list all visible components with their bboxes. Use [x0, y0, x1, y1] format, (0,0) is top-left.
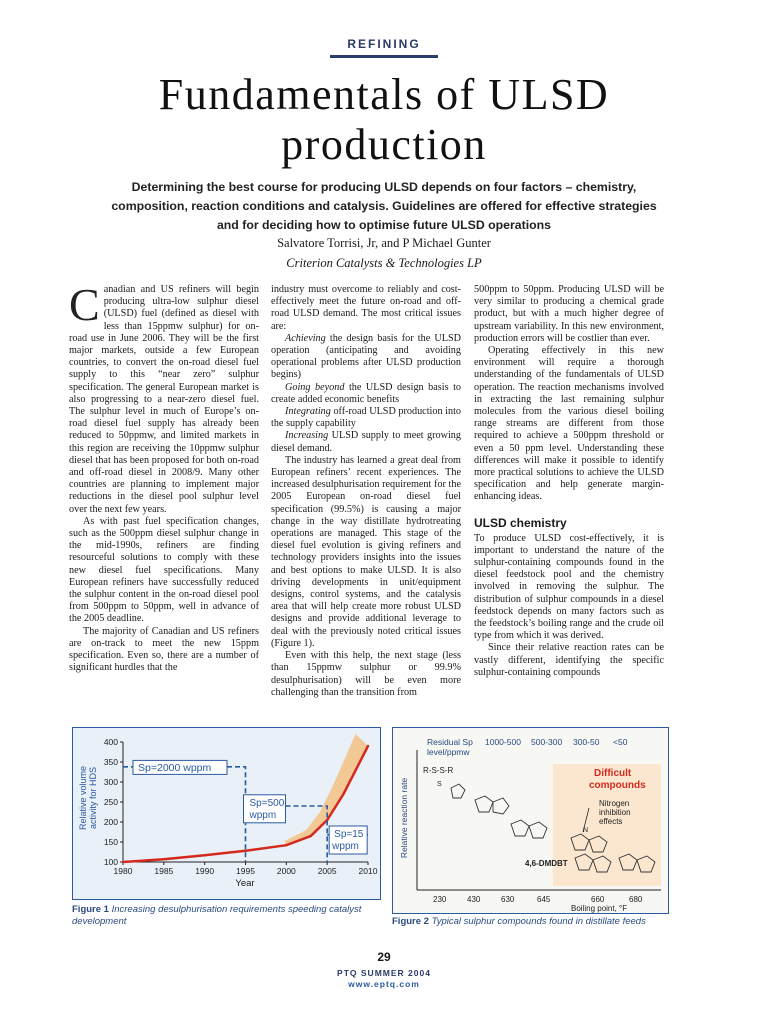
y-tick-label: 100	[103, 857, 118, 867]
list-item-emphasis: Increasing	[285, 430, 329, 442]
rsr-compound-label: R-S-S-R	[423, 766, 454, 775]
caption-label: Figure 1	[72, 904, 109, 915]
paragraph: As with past fuel specification changes, such as the 500ppm diesel sulphur change in the mid-1990s, refiners are finding resourceful solutions to comply with these new diesel fuel specifications. Many European refiners have successfully reduced the sulphur content in the on-road diesel pool from 500ppm to 50ppm, well in advance of the 2005 deadline.	[69, 515, 259, 625]
spec-boundary-2000	[123, 767, 246, 862]
caption-text: Increasing desulphurisation requirements speeding catalyst development	[72, 904, 362, 927]
x-tick-label: 645	[537, 895, 551, 904]
list-item-text: the design basis for the ULSD operation (anticipating and avoiding operational problems after ULSD production begins)	[271, 332, 461, 381]
y-tick-label: 250	[103, 797, 118, 807]
x-tick-label: 2000	[276, 866, 296, 876]
paragraph: Even with this help, the next stage (less than 15ppmw sulphur or 99.9% desulphurisation) will be even more challenging than the transition from	[271, 650, 461, 698]
paragraph: To produce ULSD cost-effectively, it is important to understand the nature of the sulphur-containing compounds found in the diesel feedstock pool and the chemistry involved in removing the sulphur. The distribution of sulphur compounds in a diesel feedstock depends on many factors such as the feedstock’s boiling range and the crude oil type from which it was derived.	[474, 532, 664, 642]
body-column-2	[271, 284, 461, 699]
paragraph-text: anadian and US refiners will begin producing ultra-low sulphur diesel (ULSD) fuel (defined as diesel with less than 15ppmw sulphur) for on-road use in June 2006. They will be the first major markets, outside a few European countries, to convert the on-road diesel fuel supply to this “near zero” sulphur specification. The general European market is also progressing to a near-zero diesel fuel. The sulphur level in much of Europe’s on-road diesel fuel supply has already been reduced to 50ppmw, and limited markets in this region are receiving the 10ppmw sulphur diesel that has been proposed for both on-road and off-road diesel in 2008/9. Many other countries are planning to implement major reductions in the diesel pool sulphur level over the next few years.	[69, 284, 259, 515]
drop-cap: C	[69, 279, 100, 330]
header-label-line-1: Residual Sp	[427, 737, 473, 747]
curve-point	[203, 854, 205, 856]
page-number: 29	[377, 950, 391, 964]
dmdbt-label: 4,6-DMDBT	[525, 859, 568, 868]
nitrogen-atom-label: N	[583, 827, 589, 834]
journal-issue: PTQ SUMMER 2004	[337, 968, 431, 978]
article-deck: Determining the best course for producing ULSD depends on four factors – chemistry, composition, reaction conditions and catalysis. Guidelines are offered for effective strategies and for deciding how to optimise future ULSD operations	[111, 180, 657, 232]
paragraph: The industry has learned a great deal from European refiners’ recent experiences. The increased desulphurisation requirement for the 2005 European on-road diesel fuel specification (99.5%) is causing a major change in the way distillate hydrotreating operations are managed. This stage of the diesel fuel evolution is giving refiners and technology providers insights into the issues and best options to make ULSD. It is also driving developments in unit/equipment designs, control systems, and the catalysis area that will help create more robust ULSD designs and provide additional leverage to deal with the previously noted critical issues (Figure 1).	[271, 454, 461, 649]
list-item-emphasis: Going beyond	[285, 381, 345, 393]
curve-point	[367, 745, 369, 747]
title-line-2: production	[281, 120, 487, 169]
x-tick-label: 430	[467, 895, 481, 904]
y-tick-label: 400	[103, 737, 118, 747]
x-tick-label: 660	[591, 895, 605, 904]
website-link[interactable]: www.eptq.com	[348, 979, 420, 989]
x-tick-label: 1980	[113, 866, 133, 876]
x-tick-label: 2005	[317, 866, 337, 876]
authors: Salvatore Torrisi, Jr, and P Michael Gunter	[277, 236, 491, 250]
list-item	[271, 406, 461, 430]
annotation-sp2000: Sp=2000 wppm	[138, 761, 212, 774]
x-axis-label: Year	[235, 878, 255, 889]
figure-1-chart	[73, 728, 380, 899]
list-item-text: off-road ULSD production into the supply capability	[271, 406, 461, 430]
curve-point	[122, 861, 124, 863]
range-label: 500-300	[531, 737, 563, 747]
affiliation: Criterion Catalysts & Technologies LP	[286, 256, 482, 270]
header-label-line-2: level/ppmw	[427, 747, 470, 757]
curve-point	[163, 858, 165, 860]
benzothiophene-ring	[493, 798, 509, 814]
x-tick-label: 1995	[236, 866, 255, 876]
x-tick-label: 2010	[358, 866, 378, 876]
annotation-sp15-line1: Sp=15	[334, 829, 364, 840]
y-axis-label-line-1: Relative volume	[78, 765, 88, 831]
curve-point	[342, 793, 344, 795]
y-axis-label-line-2: activity for HDS	[88, 766, 98, 830]
figure-2-diagram	[393, 728, 668, 913]
dibenzothiophene-ring	[511, 820, 529, 836]
caption-text: Typical sulphur compounds found in distillate feeds	[428, 916, 646, 927]
nitrogen-label-line-3: effects	[599, 817, 623, 826]
y-tick-label: 350	[103, 757, 118, 767]
list-item	[271, 382, 461, 406]
figure-1-caption	[72, 904, 382, 928]
thiophene-ring	[451, 784, 465, 798]
x-tick-label: 1990	[195, 866, 215, 876]
dibenzothiophene-ring	[529, 822, 547, 838]
annotation-sp500-line1: Sp=500	[249, 797, 285, 809]
list-item-emphasis: Achieving	[285, 332, 326, 344]
article-title	[0, 70, 768, 170]
curve-point	[310, 835, 312, 837]
figure-2	[392, 727, 669, 914]
x-tick-label: 1985	[154, 866, 174, 876]
body-column-3	[474, 284, 664, 679]
curve-point	[244, 850, 246, 852]
body-column-1	[69, 279, 259, 675]
paragraph: 500ppm to 50ppm. Producing ULSD will be very similar to producing a chemical grade product, but with a much higher degree of upstream variability. In this new environment, production errors will be costlier than ever.	[474, 284, 664, 344]
benzothiophene-ring	[475, 796, 493, 812]
figure-2-caption	[392, 916, 672, 928]
range-label: 1000-500	[485, 737, 521, 747]
paragraph: Since their relative reaction rates can be vastly different, identifying the specific sulphur-containing compounds	[474, 642, 664, 678]
list-item-text: the ULSD design basis to create added economic benefits	[271, 381, 461, 405]
curve-point	[285, 844, 287, 846]
list-item	[271, 430, 461, 454]
figure-1	[72, 727, 381, 900]
list-item-emphasis: Integrating	[285, 406, 331, 418]
x-axis-label: Boiling point, °F	[571, 904, 628, 913]
range-label: 300-50	[573, 737, 600, 747]
sulphur-atom-label: S	[437, 781, 442, 788]
annotation-sp15-line2: wppm	[332, 841, 359, 852]
paragraph: Operating effectively in this new environment will require a thorough understanding of the fundamentals of ULSD operation. The reaction mechanisms involved in extracting the last remaining sulphur molecules from the various diesel boiling range streams are different from those required to achieve a 500ppm threshold or even a 50 ppm level. Understanding these differences will make it possible to identify more practical solutions to achieve the ULSD specification and help generate margin-enhancing ideas.	[474, 345, 664, 503]
list-item-text: ULSD supply to meet growing diesel demand.	[271, 430, 461, 454]
y-tick-label: 300	[103, 777, 118, 787]
list-item	[271, 333, 461, 382]
section-heading: ULSD chemistry	[474, 515, 567, 530]
x-tick-label: 230	[433, 895, 447, 904]
annotation-sp500-line2: wppm	[249, 809, 277, 821]
caption-label: Figure 2	[392, 916, 429, 927]
y-tick-label: 200	[103, 817, 118, 827]
range-label: <50	[613, 737, 628, 747]
nitrogen-label-line-1: Nitrogen	[599, 799, 630, 808]
y-tick-label: 150	[103, 837, 118, 847]
nitrogen-label-line-2: inhibition	[599, 808, 631, 817]
paragraph: The majority of Canadian and US refiners are on-track to meet the new 15ppm specification. Even so, there are a number of significant hurdles that the	[69, 625, 259, 674]
paragraph: industry must overcome to reliably and cost-effectively meet the future on-road and off-road ULSD demand. The most critical issues are:	[271, 284, 461, 332]
section-label: REFINING	[347, 37, 421, 51]
title-line-1: Fundamentals of ULSD	[158, 70, 610, 119]
y-axis-label: Relative reaction rate	[399, 777, 409, 859]
x-tick-label: 630	[501, 895, 515, 904]
section-rule	[330, 55, 438, 58]
difficult-label-line-1: Difficult	[594, 768, 632, 779]
x-tick-label: 680	[629, 895, 643, 904]
difficult-label-line-2: compounds	[589, 780, 646, 791]
paragraph	[69, 279, 259, 516]
